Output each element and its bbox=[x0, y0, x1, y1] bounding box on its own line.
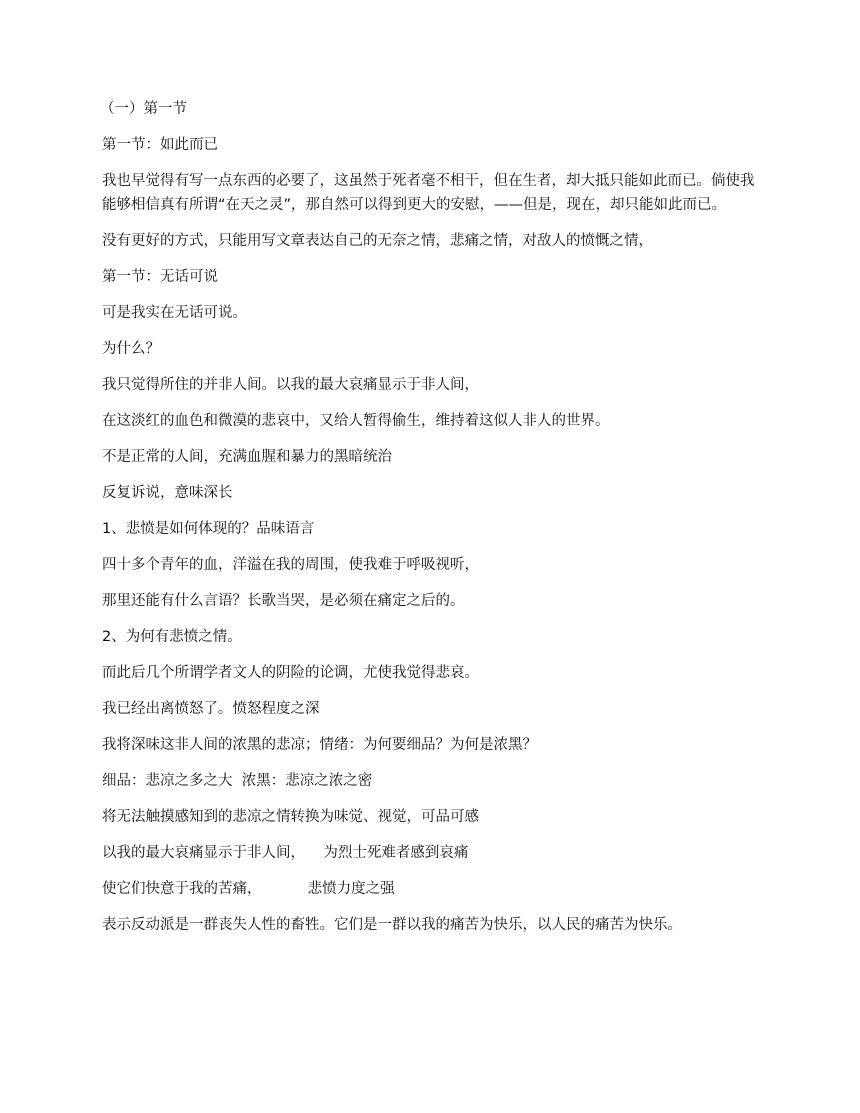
subsection-heading: 第一节：如此而已 bbox=[102, 137, 218, 153]
body-paragraph: 不是正常的人间，充满血腥和暴力的黑暗统治 bbox=[102, 449, 392, 465]
body-paragraph: 在这淡红的血色和微漠的悲哀中，又给人暂得偷生，维持着这似人非人的世界。 bbox=[102, 413, 610, 429]
body-paragraph: 细品：悲凉之多之大 浓黑：悲凉之浓之密 bbox=[102, 773, 373, 789]
body-paragraph: 四十多个青年的血，洋溢在我的周围，使我难于呼吸视听， bbox=[102, 557, 479, 573]
body-paragraph: 表示反动派是一群丧失人性的畜牲。它们是一群以我的痛苦为快乐，以人民的痛苦为快乐。 bbox=[102, 917, 682, 933]
body-paragraph: 可是我实在无话可说。 bbox=[102, 305, 247, 321]
document-body bbox=[102, 97, 762, 949]
body-paragraph: 没有更好的方式，只能用写文章表达自己的无奈之情，悲痛之情，对敌人的愤慨之情， bbox=[102, 233, 653, 249]
question-heading: 1、悲愤是如何体现的？品味语言 bbox=[102, 521, 315, 537]
body-paragraph: 反复诉说，意味深长 bbox=[102, 485, 233, 501]
body-paragraph: 我只觉得所住的并非人间。以我的最大哀痛显示于非人间， bbox=[102, 377, 479, 393]
body-paragraph: 为什么？ bbox=[102, 341, 160, 357]
body-paragraph: 使它们快意于我的苦痛， 悲愤力度之强 bbox=[102, 881, 395, 897]
body-paragraph: 将无法触摸感知到的悲凉之情转换为味觉、视觉，可品可感 bbox=[102, 809, 479, 825]
body-paragraph: 我将深味这非人间的浓黑的悲凉；情绪：为何要细品？为何是浓黑？ bbox=[102, 737, 537, 753]
body-paragraph: 那里还能有什么言语？长歌当哭，是必须在痛定之后的。 bbox=[102, 593, 465, 609]
question-heading: 2、为何有悲愤之情。 bbox=[102, 629, 242, 645]
subsection-heading: 第一节：无话可说 bbox=[102, 269, 218, 285]
body-paragraph: 我已经出离愤怒了。愤怒程度之深 bbox=[102, 701, 320, 717]
body-paragraph: 我也早觉得有写一点东西的必要了，这虽然于死者毫不相干，但在生者，却大抵只能如此而已。倘使我能够相信真有所谓“在天之灵”，那自然可以得到更大的安慰，——但是，现在，却只能如此而已。 bbox=[102, 173, 755, 213]
body-paragraph: 而此后几个所谓学者文人的阴险的论调，尤使我觉得悲哀。 bbox=[102, 665, 479, 681]
section-heading: （一）第一节 bbox=[100, 101, 187, 117]
body-paragraph: 以我的最大哀痛显示于非人间， 为烈士死难者感到哀痛 bbox=[102, 845, 469, 861]
